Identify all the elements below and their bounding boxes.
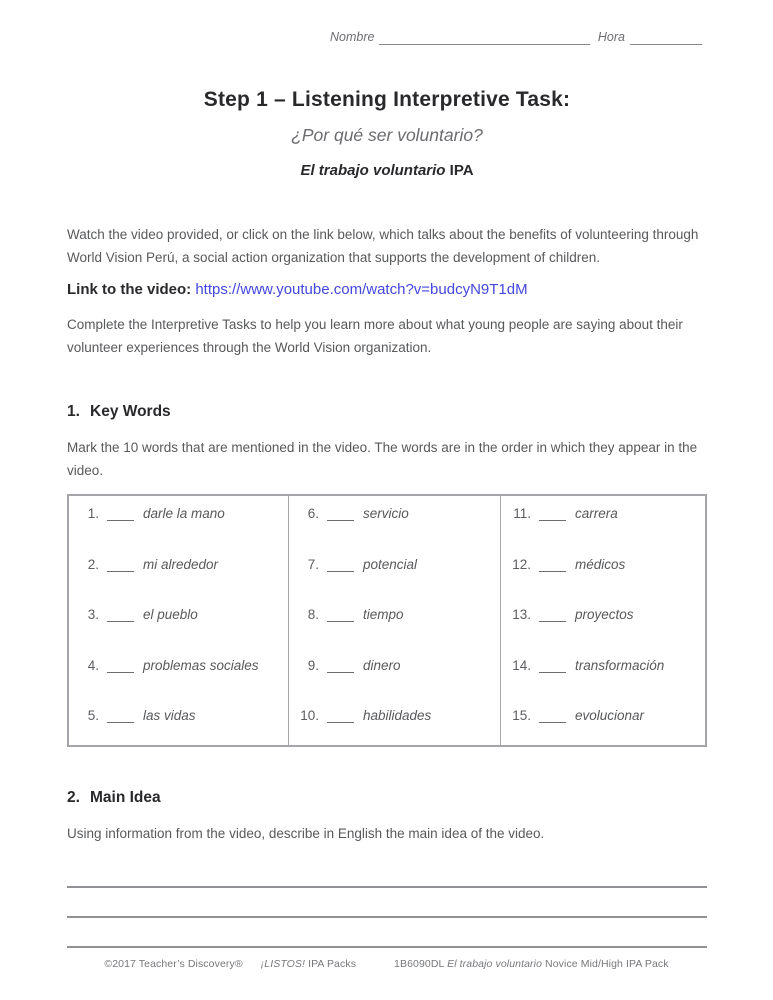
key-word-item <box>77 505 288 521</box>
complete-tasks-paragraph: Complete the Interpretive Tasks to help you learn more about what young people are saying about their volunteer experiences through the World Vision organization. <box>67 317 683 355</box>
video-link-line <box>67 281 707 298</box>
key-word-text: el pueblo <box>143 607 198 622</box>
key-word-mark-blank[interactable] <box>107 660 134 673</box>
key-word-text: transformación <box>575 657 665 673</box>
ipa-title-suffix: IPA <box>445 162 474 179</box>
key-word-mark-blank[interactable] <box>107 710 134 723</box>
key-word-item <box>297 657 500 673</box>
key-word-number: 5. <box>87 708 99 723</box>
key-word-number: 3. <box>87 607 99 622</box>
key-word-number: 13. <box>512 607 531 622</box>
key-word-text: carrera <box>575 506 618 521</box>
key-word-item <box>297 505 500 521</box>
key-word-text: tiempo <box>363 607 404 622</box>
key-word-item <box>77 657 288 673</box>
key-word-text: proyectos <box>575 607 634 622</box>
footer-pack-rest: Novice Mid/High IPA Pack <box>542 958 669 970</box>
section-2-title: Main Idea <box>90 789 161 806</box>
key-word-item <box>77 606 288 622</box>
key-word-item <box>509 556 705 572</box>
key-word-mark-blank[interactable] <box>539 660 566 673</box>
key-word-item <box>509 657 705 673</box>
key-word-text: potencial <box>363 556 418 572</box>
key-word-text: problemas sociales <box>143 657 259 673</box>
key-word-mark-blank[interactable] <box>327 559 354 572</box>
key-word-item <box>77 556 288 572</box>
intro-paragraph: Watch the video provided, or click on the link below, which talks about the benefits of volunteering through World Vision Perú, a social action organization that supports the development of children. <box>67 227 699 265</box>
key-word-item <box>509 606 705 622</box>
key-word-item <box>297 707 500 723</box>
key-word-text: servicio <box>363 506 409 521</box>
key-word-text: las vidas <box>143 708 196 723</box>
key-word-mark-blank[interactable] <box>539 710 566 723</box>
key-word-mark-blank[interactable] <box>327 508 354 521</box>
key-word-mark-blank[interactable] <box>539 508 566 521</box>
footer-pack-title: El trabajo voluntario <box>447 958 543 970</box>
document-content <box>67 0 707 948</box>
footer-copyright: ©2017 Teacher’s Discovery® <box>104 958 243 970</box>
main-idea-instructions: Using information from the video, describe in English the main idea of the video. <box>67 826 545 841</box>
section-2-number: 2. <box>67 789 80 806</box>
key-word-mark-blank[interactable] <box>327 609 354 622</box>
key-word-mark-blank[interactable] <box>539 559 566 572</box>
key-word-mark-blank[interactable] <box>107 609 134 622</box>
key-word-text: evolucionar <box>575 708 645 723</box>
key-word-mark-blank[interactable] <box>107 508 134 521</box>
footer-series-name: ¡LISTOS! <box>260 958 306 970</box>
key-word-number: 8. <box>307 607 319 622</box>
key-word-number: 2. <box>87 556 99 572</box>
ipa-pack-title <box>67 162 707 179</box>
key-word-number: 1. <box>87 506 99 521</box>
answer-write-line[interactable] <box>67 918 707 948</box>
ipa-title-italic: El trabajo voluntario <box>300 162 446 179</box>
key-word-number: 7. <box>307 556 319 572</box>
key-word-text: dinero <box>363 657 401 673</box>
key-word-number: 11. <box>513 506 531 521</box>
key-word-item <box>509 707 705 723</box>
section-1-number: 1. <box>67 403 80 420</box>
video-link-label: Link to the video: <box>67 281 196 298</box>
key-word-text: habilidades <box>363 708 432 723</box>
key-word-mark-blank[interactable] <box>327 660 354 673</box>
key-word-number: 15. <box>512 708 531 723</box>
key-word-text: darle la mano <box>143 506 225 521</box>
nombre-label: Nombre <box>330 30 375 44</box>
answer-write-line[interactable] <box>67 873 707 888</box>
key-word-item <box>77 707 288 723</box>
footer-series-rest: IPA Packs <box>305 958 357 970</box>
page-footer <box>0 958 773 970</box>
key-word-number: 10. <box>300 708 319 723</box>
key-word-item <box>509 505 705 521</box>
footer-product-code: 1B6090DL <box>394 958 448 970</box>
key-words-column-3 <box>501 496 705 745</box>
key-word-mark-blank[interactable] <box>539 609 566 622</box>
key-word-number: 9. <box>307 657 319 673</box>
key-words-column-2 <box>288 496 501 745</box>
key-word-item <box>297 606 500 622</box>
key-words-table <box>67 494 707 747</box>
section-1-heading <box>67 403 707 421</box>
answer-write-line[interactable] <box>67 888 707 918</box>
key-word-mark-blank[interactable] <box>327 710 354 723</box>
key-word-text: mi alrededor <box>143 556 219 572</box>
key-word-text: médicos <box>575 556 626 572</box>
key-words-instructions: Mark the 10 words that are mentioned in the video. The words are in the order in which they appear in the video. <box>67 440 698 478</box>
page-title: Step 1 – Listening Interpretive Task: <box>203 88 571 111</box>
key-words-column-1 <box>69 496 288 745</box>
key-word-mark-blank[interactable] <box>107 559 134 572</box>
key-word-number: 4. <box>87 657 99 673</box>
youtube-video-link[interactable]: https://www.youtube.com/watch?v=budcyN9T1dM <box>195 281 528 298</box>
key-word-number: 6. <box>307 506 319 521</box>
section-1-title: Key Words <box>90 403 171 420</box>
page-subtitle-spanish: ¿Por qué ser voluntario? <box>291 125 483 145</box>
key-word-item <box>297 556 500 572</box>
key-word-number: 14. <box>512 657 531 673</box>
key-word-number: 12. <box>512 556 531 572</box>
section-2-heading <box>67 789 707 807</box>
hora-label: Hora <box>597 30 625 44</box>
